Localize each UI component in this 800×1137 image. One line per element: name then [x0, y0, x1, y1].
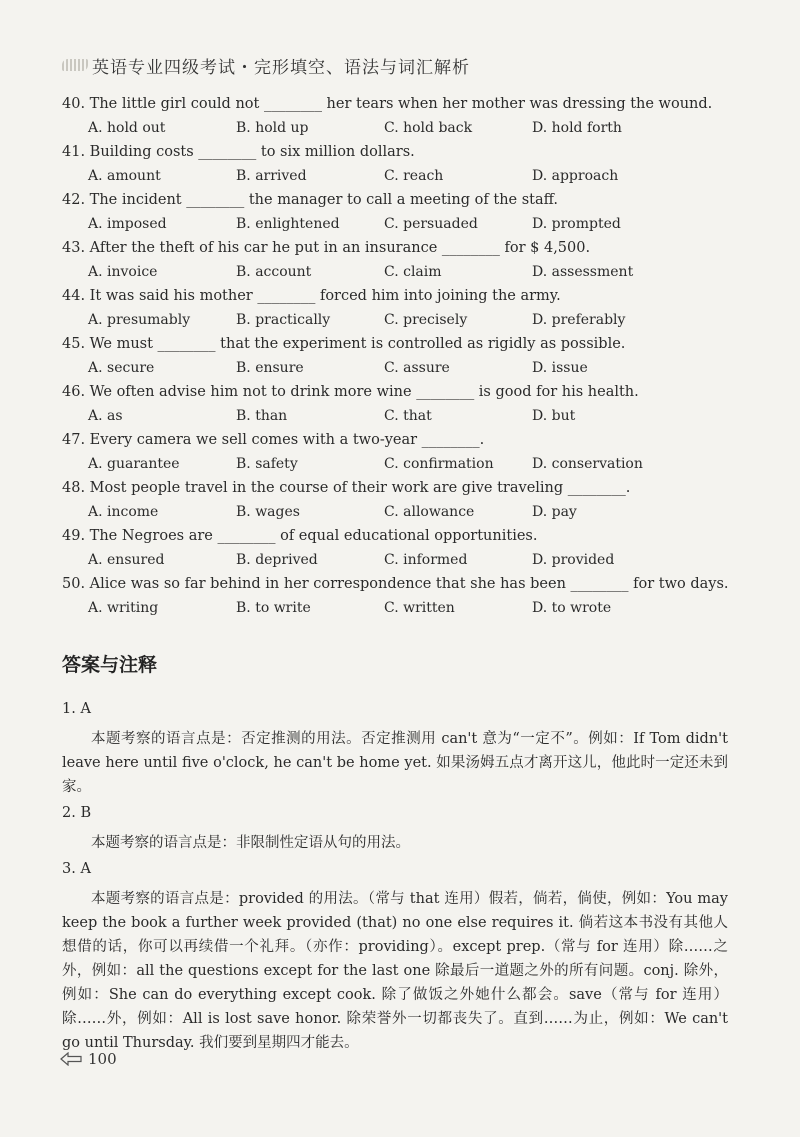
option-row	[62, 118, 752, 138]
option-a: A. hold out	[88, 120, 166, 136]
option-b: B. deprived	[236, 552, 318, 568]
option-b: B. enlightened	[236, 216, 340, 232]
option-row	[62, 166, 752, 186]
option-row	[62, 406, 752, 426]
option-d: D. assessment	[532, 264, 634, 280]
option-b: B. practically	[236, 312, 331, 328]
question-stem: 42. The incident ________ the manager to call a meeting of the staff.	[62, 192, 559, 208]
option-a: A. secure	[88, 360, 155, 376]
answer-explanation: 本题考察的语言点是：否定推测的用法。否定推测用 can't 意为“一定不”。例如：If Tom didn't leave here until five o'clock, he can't be home yet. 如果汤姆五点才离开这儿，他此时一定还未到家。	[62, 731, 728, 795]
question-item	[62, 286, 752, 334]
question-item	[62, 142, 752, 190]
option-c: C. hold back	[384, 120, 473, 136]
answers-heading: 答案与注释	[62, 654, 158, 676]
question-stem: 50. Alice was so far behind in her correspondence that she has been ________ for two days.	[62, 576, 729, 592]
question-stem: 49. The Negroes are ________ of equal educational opportunities.	[62, 528, 538, 544]
option-d: D. prompted	[532, 216, 621, 232]
question-item	[62, 334, 752, 382]
option-a: A. ensured	[88, 552, 165, 568]
option-c: C. confirmation	[384, 456, 494, 472]
question-stem: 46. We often advise him not to drink more wine ________ is good for his health.	[62, 384, 639, 400]
option-a: A. invoice	[88, 264, 158, 280]
question-stem: 45. We must ________ that the experiment is controlled as rigidly as possible.	[62, 336, 626, 352]
question-item	[62, 94, 752, 142]
question-list	[62, 94, 752, 622]
option-row	[62, 358, 752, 378]
answer-explanation: 本题考察的语言点是：provided 的用法。（常与 that 连用）假若，倘若，倘使，例如：You may keep the book a further week provided (that) no one else requires it. 倘若这本书没有其他人想借的话，你可以再续借一个礼拜。（亦作：providing）。except prep.（常与 for 连用）除……之外，例如：all the questions except for the last one 除最后一道题之外的所有问题。conj. 除外，例如：She can do everything except cook. 除了做饭之外她什么都会。save（常与 for 连用）除……外，例如：All is lost save honor. 除荣誉外一切都丧失了。直到……为止，例如：We can't go until Thursday. 我们要到星期四才能去。	[62, 891, 728, 1051]
question-item	[62, 430, 752, 478]
question-stem: 41. Building costs ________ to six million dollars.	[62, 144, 415, 160]
header-ornament-icon	[62, 59, 88, 71]
question-item	[62, 238, 752, 286]
header-title: 英语专业四级考试・完形填空、语法与词汇解析	[92, 57, 470, 78]
option-b: B. hold up	[236, 120, 309, 136]
option-c: C. claim	[384, 264, 442, 280]
option-d: D. preferably	[532, 312, 626, 328]
option-a: A. imposed	[88, 216, 167, 232]
option-row	[62, 598, 752, 618]
option-b: B. than	[236, 408, 288, 424]
option-b: B. wages	[236, 504, 300, 520]
question-item	[62, 382, 752, 430]
question-stem: 48. Most people travel in the course of their work are give traveling ________.	[62, 480, 631, 496]
option-b: B. arrived	[236, 168, 307, 184]
option-c: C. precisely	[384, 312, 468, 328]
option-a: A. guarantee	[88, 456, 180, 472]
option-c: C. allowance	[384, 504, 475, 520]
option-d: D. approach	[532, 168, 619, 184]
option-a: A. presumably	[88, 312, 191, 328]
option-d: D. pay	[532, 504, 577, 520]
option-d: D. but	[532, 408, 576, 424]
option-c: C. persuaded	[384, 216, 478, 232]
question-item	[62, 574, 752, 622]
option-a: A. writing	[88, 600, 159, 616]
question-item	[62, 478, 752, 526]
option-c: C. assure	[384, 360, 450, 376]
option-a: A. income	[88, 504, 159, 520]
option-row	[62, 214, 752, 234]
option-b: B. safety	[236, 456, 298, 472]
option-d: D. provided	[532, 552, 615, 568]
question-stem: 47. Every camera we sell comes with a two-year ________.	[62, 432, 485, 448]
option-row	[62, 262, 752, 282]
option-b: B. ensure	[236, 360, 304, 376]
option-b: B. account	[236, 264, 312, 280]
option-row	[62, 310, 752, 330]
running-header	[62, 52, 622, 78]
answer-number: 1. A	[62, 701, 91, 717]
question-stem: 44. It was said his mother ________ forced him into joining the army.	[62, 288, 561, 304]
answer-number: 2. B	[62, 805, 92, 821]
option-d: D. conservation	[532, 456, 643, 472]
option-a: A. amount	[88, 168, 161, 184]
answer-list	[62, 697, 728, 1057]
option-row	[62, 550, 752, 570]
option-d: D. hold forth	[532, 120, 622, 136]
option-d: D. issue	[532, 360, 588, 376]
option-row	[62, 454, 752, 474]
option-c: C. written	[384, 600, 455, 616]
option-a: A. as	[88, 408, 123, 424]
question-stem: 43. After the theft of his car he put in an insurance ________ for $ 4,500.	[62, 240, 591, 256]
page-footer	[60, 1050, 117, 1068]
option-b: B. to write	[236, 600, 311, 616]
question-item	[62, 190, 752, 238]
option-c: C. reach	[384, 168, 444, 184]
option-row	[62, 502, 752, 522]
option-c: C. informed	[384, 552, 468, 568]
option-c: C. that	[384, 408, 432, 424]
answer-number: 3. A	[62, 861, 91, 877]
answer-explanation: 本题考察的语言点是：非限制性定语从句的用法。	[91, 835, 410, 851]
question-item	[62, 526, 752, 574]
option-d: D. to wrote	[532, 600, 612, 616]
question-stem: 40. The little girl could not ________ her tears when her mother was dressing the wound.	[62, 96, 713, 112]
left-arrow-icon	[60, 1052, 82, 1066]
page-number: 100	[88, 1050, 117, 1068]
